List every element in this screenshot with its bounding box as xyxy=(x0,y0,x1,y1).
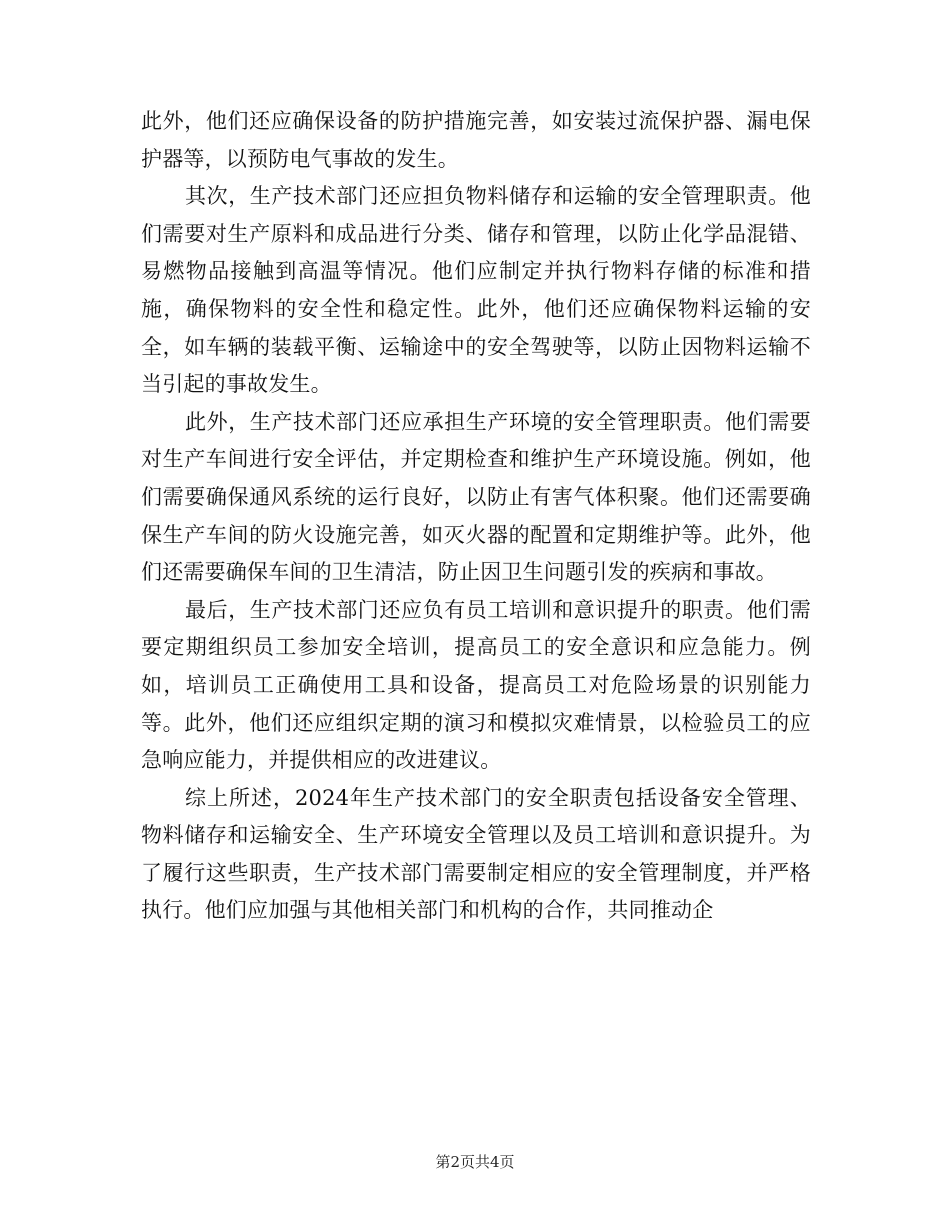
paragraph-4: 最后，生产技术部门还应负有员工培训和意识提升的职责。他们需要定期组织员工参加安全培训，提高员工的安全意识和应急能力。例如，培训员工正确使用工具和设备，提高员工对危险场景的识别能力等。此外，他们还应组织定期的演习和模拟灾难情景，以检验员工的应急响应能力，并提供相应的改进建议。 xyxy=(141,597,811,773)
document-body xyxy=(141,103,811,930)
paragraph-1: 此外，他们还应确保设备的防护措施完善，如安装过流保护器、漏电保护器等，以预防电气事故的发生。 xyxy=(141,109,811,171)
paragraph-3: 此外，生产技术部门还应承担生产环境的安全管理职责。他们需要对生产车间进行安全评估，并定期检查和维护生产环境设施。例如，他们需要确保通风系统的运行良好，以防止有害气体积聚。他们还需要确保生产车间的防火设施完善，如灭火器的配置和定期维护等。此外，他们还需要确保车间的卫生清洁，防止因卫生问题引发的疾病和事故。 xyxy=(141,409,811,585)
paragraph-2: 其次，生产技术部门还应担负物料储存和运输的安全管理职责。他们需要对生产原料和成品进行分类、储存和管理，以防止化学品混错、易燃物品接触到高温等情况。他们应制定并执行物料存储的标准和措施，确保物料的安全性和稳定性。此外，他们还应确保物料运输的安全，如车辆的装载平衡、运输途中的安全驾驶等，以防止因物料运输不当引起的事故发生。 xyxy=(141,184,811,397)
page-number-footer: 第2页共4页 xyxy=(435,1153,515,1171)
paragraph-5: 综上所述，2024年生产技术部门的安全职责包括设备安全管理、物料储存和运输安全、生产环境安全管理以及员工培训和意识提升。为了履行这些职责，生产技术部门需要制定相应的安全管理制度，并严格执行。他们应加强与其他相关部门和机构的合作，共同推动企 xyxy=(141,785,811,923)
